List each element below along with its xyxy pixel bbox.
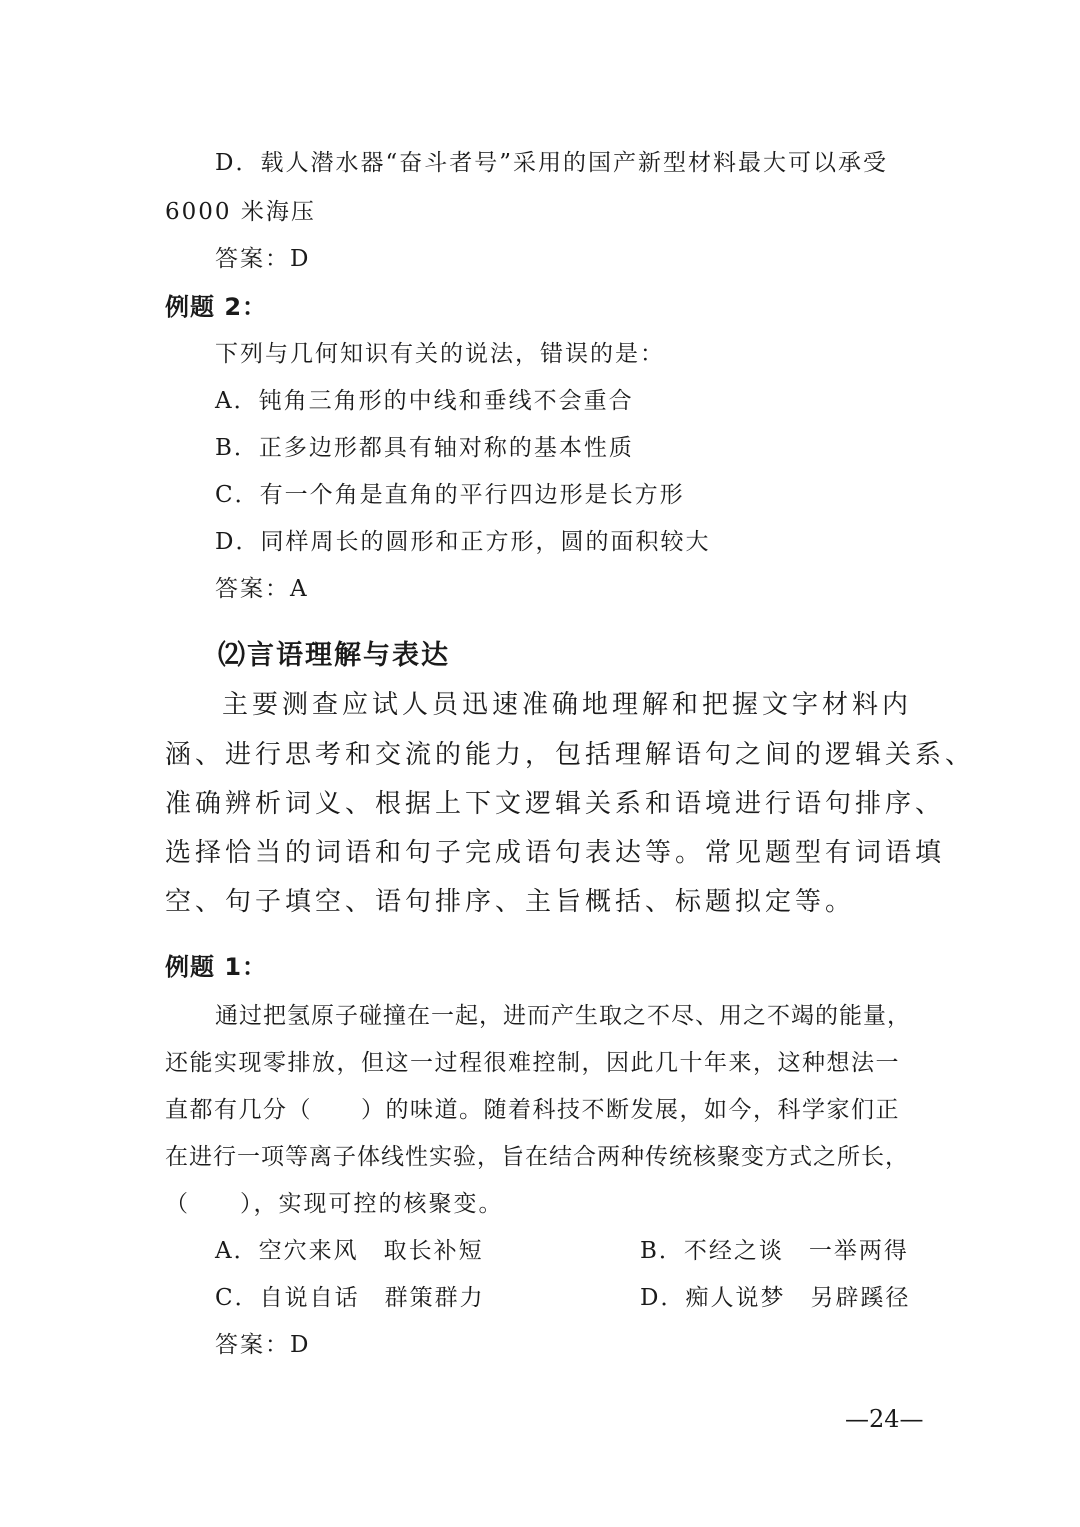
section-body-line-5: 空、句子填空、语句排序、主旨概括、标题拟定等。 — [165, 887, 856, 917]
example-2-answer: 答案：A — [215, 576, 309, 602]
example-1-question-line-2: 还能实现零排放，但这一过程很难控制，因此几十年来，这种想法一 — [165, 1050, 900, 1076]
answer-text: 答案：D — [215, 246, 311, 272]
example-2-question: 下列与几何知识有关的说法，错误的是： — [215, 341, 665, 367]
example-1-question-line-4: 在进行一项等离子体线性实验，旨在结合两种传统核聚变方式之所长， — [165, 1144, 909, 1170]
example-2-option-d: D．同样周长的圆形和正方形，圆的面积较大 — [215, 529, 711, 555]
example-2-title: 例题 2： — [165, 293, 268, 321]
section-body-line-1: 主要测查应试人员迅速准确地理解和把握文字材料内 — [222, 690, 913, 720]
example-2-option-b: B．正多边形都具有轴对称的基本性质 — [215, 435, 634, 461]
section-body-line-4: 选择恰当的词语和句子完成语句表达等。常见题型有词语填 — [165, 838, 946, 868]
example-1-option-c: C．自说自话 群策群力 — [215, 1285, 485, 1311]
page-number: —24— — [845, 1405, 924, 1433]
example-1-question-line-1: 通过把氢原子碰撞在一起，进而产生取之不尽、用之不竭的能量， — [215, 1003, 911, 1029]
example-2-option-c: C．有一个角是直角的平行四边形是长方形 — [215, 482, 685, 508]
example-1-question-line-5: （ ），实现可控的核聚变。 — [165, 1191, 504, 1217]
section-heading: ⑵言语理解与表达 — [218, 640, 450, 671]
section-body-line-2: 涵、进行思考和交流的能力，包括理解语句之间的逻辑关系、 — [165, 740, 976, 770]
example-1-option-b: B．不经之谈 一举两得 — [640, 1238, 909, 1264]
section-body-line-3: 准确辨析词义、根据上下文逻辑关系和语境进行语句排序、 — [165, 789, 946, 819]
example-1-title: 例题 1： — [165, 953, 268, 981]
option-d-line-1: D．载人潜水器“奋斗者号”采用的国产新型材料最大可以承受 — [215, 150, 888, 176]
option-d-line-2: 6000 米海压 — [165, 199, 316, 225]
example-2-option-a: A．钝角三角形的中线和垂线不会重合 — [215, 388, 634, 414]
example-1-option-a: A．空穴来风 取长补短 — [215, 1238, 484, 1264]
example-1-question-line-3: 直都有几分（ ）的味道。随着科技不断发展，如今，科学家们正 — [165, 1097, 900, 1123]
example-1-answer: 答案：D — [215, 1332, 311, 1358]
example-1-option-d: D．痴人说梦 另辟蹊径 — [640, 1285, 911, 1311]
